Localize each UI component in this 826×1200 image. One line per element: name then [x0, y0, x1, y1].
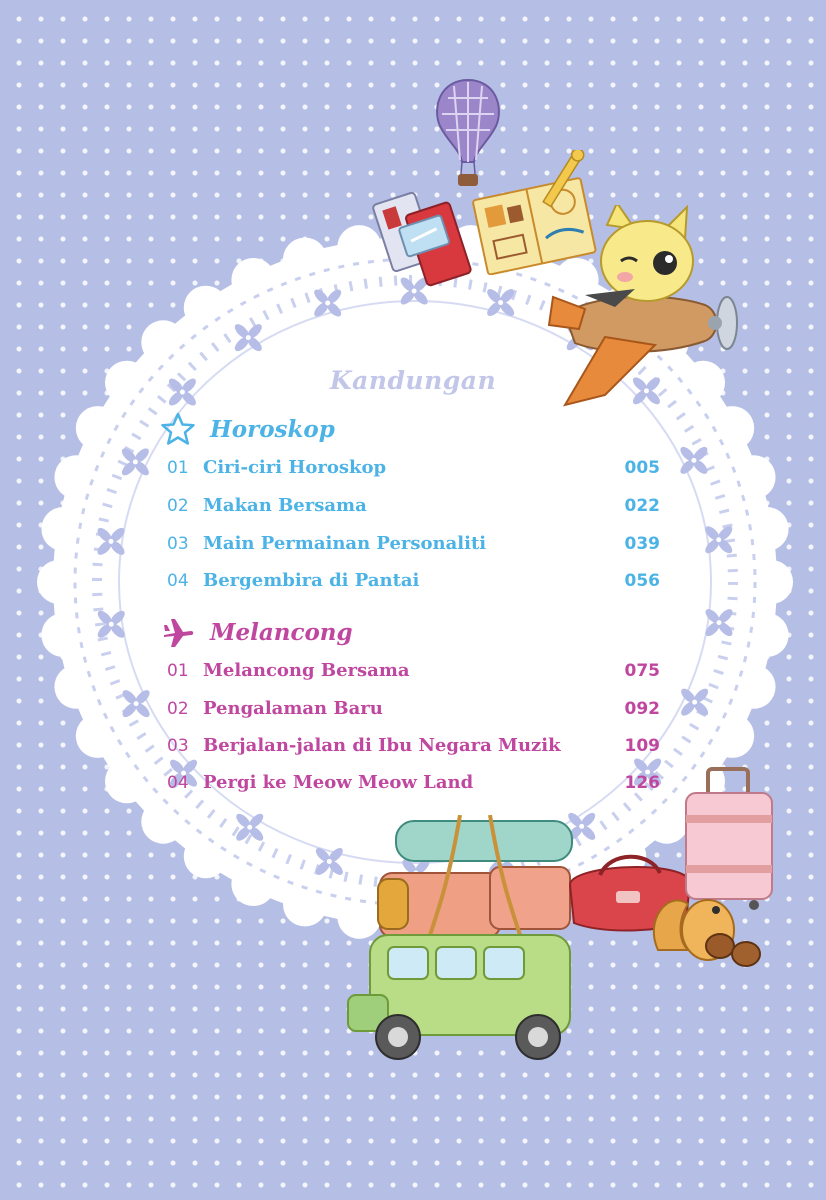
toc-entry[interactable] [167, 570, 660, 591]
section-heading-label: Melancong [210, 618, 353, 646]
entry-number: 01 [167, 660, 189, 681]
entry-label: Melancong Bersama [203, 660, 410, 681]
section-heading-label: Horoskop [210, 415, 335, 443]
entry-number: 02 [167, 698, 189, 719]
toc-entry[interactable] [167, 735, 660, 756]
entry-page: 056 [624, 570, 660, 591]
section-heading-horoskop [160, 412, 335, 446]
lace-scallop [41, 613, 85, 657]
entry-label: Berjalan-jalan di Ibu Negara Muzik [203, 735, 561, 756]
entry-label: Main Permainan Personaliti [203, 533, 487, 554]
entry-page: 092 [624, 698, 660, 719]
squirrel-icon [648, 880, 763, 979]
entry-page: 005 [624, 457, 660, 478]
lace-scallop [105, 759, 149, 803]
lace-scallop [283, 238, 327, 282]
entry-page: 126 [624, 772, 660, 793]
entry-page: 039 [624, 533, 660, 554]
entry-number: 04 [167, 570, 189, 591]
entry-label: Bergembira di Pantai [203, 570, 420, 591]
lace-scallop [732, 455, 776, 499]
entry-page: 075 [624, 660, 660, 681]
van-luggage-icon [340, 815, 580, 1079]
toc-title: Kandungan [329, 366, 497, 395]
entry-number: 01 [167, 457, 189, 478]
entry-number: 03 [167, 735, 189, 756]
lace-scallop [184, 286, 228, 330]
entry-page: 109 [624, 735, 660, 756]
entry-number: 04 [167, 772, 189, 793]
entry-label: Makan Bersama [203, 495, 367, 516]
entry-number: 02 [167, 495, 189, 516]
toc-entry[interactable] [167, 457, 660, 478]
toc-entry[interactable] [167, 495, 660, 516]
lace-scallop [710, 714, 754, 758]
toc-entry[interactable] [167, 772, 660, 793]
lace-scallop [141, 800, 185, 844]
star-icon [160, 412, 196, 446]
lace-scallop [76, 714, 120, 758]
entry-label: Pengalaman Baru [203, 698, 383, 719]
airplane-icon [160, 615, 196, 649]
toc-entry[interactable] [167, 533, 660, 554]
passport-tickets-icon [372, 180, 482, 294]
lace-scallop [745, 613, 789, 657]
entry-page: 022 [624, 495, 660, 516]
lace-scallop [76, 406, 120, 450]
lace-scallop [231, 258, 275, 302]
lace-scallop [184, 834, 228, 878]
lace-scallop [231, 862, 275, 906]
lace-scallop [41, 507, 85, 551]
toc-entry[interactable] [167, 698, 660, 719]
entry-label: Pergi ke Meow Meow Land [203, 772, 474, 793]
lace-scallop [54, 455, 98, 499]
entry-label: Ciri-ciri Horoskop [203, 457, 387, 478]
entry-number: 03 [167, 533, 189, 554]
lace-scallop [141, 320, 185, 364]
section-heading-melancong [160, 615, 353, 649]
toc-entry[interactable] [167, 660, 660, 681]
